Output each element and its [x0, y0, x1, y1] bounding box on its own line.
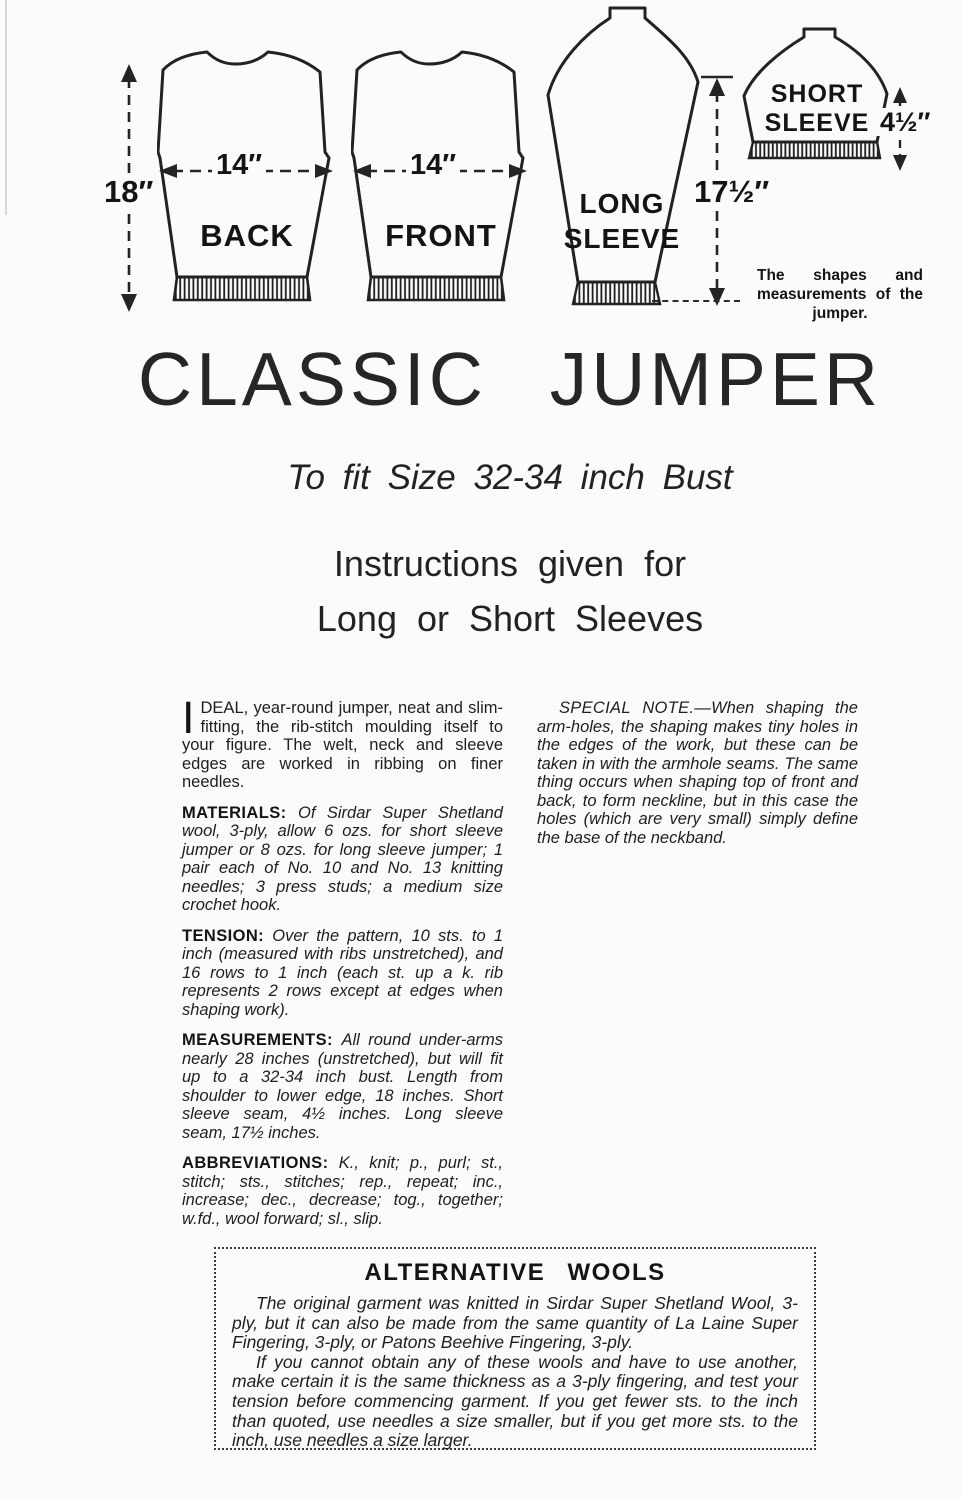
- measurements-section: [182, 1031, 503, 1142]
- sleeve-datum-line: [652, 300, 740, 302]
- materials-section: [182, 804, 503, 915]
- short-sleeve-label-line2: SLEEVE: [764, 109, 870, 137]
- short-sleeve-band: [749, 142, 880, 158]
- alternative-wools-box: [214, 1247, 816, 1450]
- long-sleeve-label: [552, 186, 692, 256]
- materials-heading: MATERIALS:: [182, 803, 287, 822]
- special-note-lead: SPECIAL NOTE.—: [559, 699, 712, 717]
- materials-text: Of Sirdar Super Shetland wool, 3-ply, allow 6 ozs. for short sleeve jumper or 8 ozs. for long sleeve jumper; 1 pair each of No. 10 and No. 13 knitting needles; 3 press studs; a medium size crochet hook.: [182, 803, 503, 914]
- intro-paragraph: [182, 692, 503, 792]
- alternative-wools-para2: If you cannot obtain any of these wools and have to use another, make certain it is the same thickness as a 3-ply fingering, and test your tension before commencing garment. If you get fewer sts. to the inch than quoted, use needles a size smaller, but if you get more sts. to the inch, use needles a size larger.: [232, 1351, 798, 1451]
- long-sleeve-shape: [543, 6, 711, 306]
- diagram-caption: The shapes and measurements of the jumper.: [757, 267, 923, 322]
- abbreviations-heading: ABBREVIATIONS:: [182, 1154, 329, 1172]
- special-note-text: When shaping the arm-holes, the shaping makes tiny holes in the edges of the work, but these can be taken in with the armhole seams. The same thing occurs when shaping top of front and back, to form neckline, but in this case the holes (which are very small) simply define the base of the neckband.: [537, 699, 858, 847]
- front-label: FRONT: [385, 218, 497, 253]
- intro-text: DEAL, year-round jumper, neat and slim-fitting, the rib-stitch moulding itself to your figure. The welt, neck and sleeve edges are worked in ribbing on finer needles.: [182, 699, 503, 791]
- short-sleeve-label: [744, 80, 890, 138]
- measurements-text: All round under-arms nearly 28 inches (unstretched), but will fit up to a 32-34 inch bust. Length from shoulder to lower edge, 18 inches. Short sleeve seam, 4½ inches. Long sleeve seam, 17½ inches.: [182, 1031, 503, 1142]
- short-sleeve-label-line1: SHORT: [770, 80, 864, 108]
- left-column: [182, 692, 503, 1240]
- long-sleeve-label-line1: LONG: [579, 188, 665, 219]
- long-sleeve-length-label: 17½″: [690, 176, 773, 209]
- body-columns: [182, 692, 858, 1240]
- diagram-area: [0, 0, 962, 335]
- dropcap-initial: I: [182, 692, 195, 743]
- right-column: [537, 699, 858, 1240]
- tension-heading: TENSION:: [182, 926, 265, 945]
- long-sleeve-diagram: [543, 6, 711, 306]
- front-width-label: 14″: [406, 150, 460, 180]
- abbreviations-section: [182, 1154, 503, 1228]
- short-sleeve-length-label: 4½″: [876, 108, 934, 136]
- alternative-wools-para1: The original garment was knitted in Sirdar Super Shetland Wool, 3-ply, but it can also be made from the same quantity of La Laine Super Fingering, 3-ply, or Patons Beehive Fingering, 3-ply.: [232, 1293, 798, 1353]
- back-width-label: 14″: [212, 150, 266, 180]
- page-title: CLASSIC JUMPER: [137, 337, 883, 421]
- long-sleeve-cuff: [573, 282, 660, 304]
- back-label: BACK: [200, 218, 294, 253]
- instructions-line1: Instructions given for: [333, 543, 687, 584]
- front-rib-welt: [368, 277, 504, 300]
- special-note-section: [537, 699, 858, 847]
- back-rib-welt: [174, 277, 310, 300]
- tension-text: Over the pattern, 10 sts. to 1 inch (measured with ribs unstretched), and 16 rows to 1 inch (each st. up a k. rib represents 2 rows except at edges when shaping work).: [182, 926, 503, 1019]
- measurements-heading: MEASUREMENTS:: [182, 1031, 333, 1049]
- height-dimension-label: 18″: [100, 176, 157, 209]
- alternative-wools-heading: ALTERNATIVE WOOLS: [364, 1259, 666, 1286]
- size-subtitle: To fit Size 32-34 inch Bust: [287, 458, 733, 497]
- long-sleeve-label-line2: SLEEVE: [563, 223, 681, 254]
- abbreviations-text: K., knit; p., purl; st., stitch; sts., stitches; rep., repeat; inc., increase; dec., decrease; tog., together; w.fd., wool forward; sl., slip.: [182, 1154, 503, 1228]
- tension-section: [182, 927, 503, 1020]
- instructions-line2: Long or Short Sleeves: [316, 598, 704, 639]
